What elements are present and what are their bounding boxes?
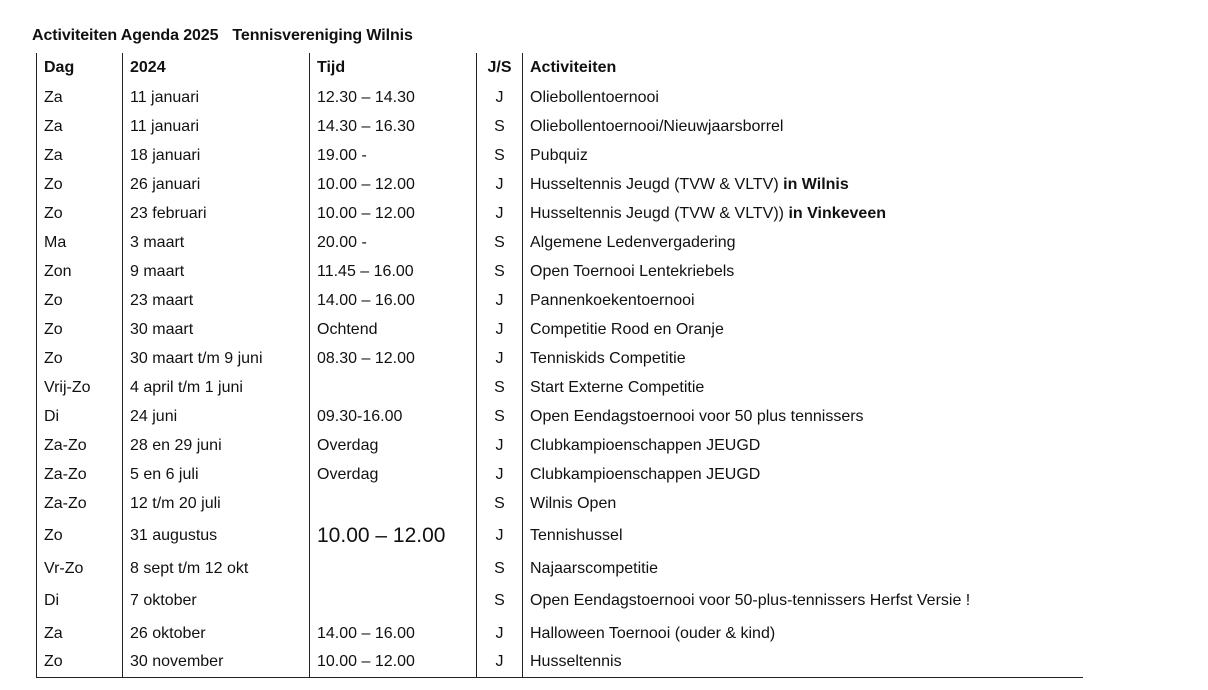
cell-js: J	[477, 344, 523, 373]
cell-js: J	[477, 619, 523, 648]
cell-tijd: 12.30 – 14.30	[310, 83, 477, 112]
activiteit-text: Husseltennis Jeugd (TVW & VLTV))	[530, 204, 789, 222]
cell-tijd: Ochtend	[310, 315, 477, 344]
cell-datum: 5 en 6 juli	[123, 460, 310, 489]
cell-tijd: 14.00 – 16.00	[310, 619, 477, 648]
cell-js: J	[477, 83, 523, 112]
cell-dag: Za-Zo	[37, 460, 123, 489]
cell-js: J	[477, 460, 523, 489]
activiteit-text: Tenniskids Competitie	[530, 349, 686, 367]
table-row	[37, 402, 1083, 431]
header-js: J/S	[477, 53, 523, 83]
cell-dag: Zo	[37, 286, 123, 315]
cell-tijd: 09.30-16.00	[310, 402, 477, 431]
cell-dag: Za-Zo	[37, 431, 123, 460]
cell-activiteit	[523, 648, 1083, 677]
cell-tijd	[310, 489, 477, 518]
table-row	[37, 141, 1083, 170]
cell-tijd: 14.00 – 16.00	[310, 286, 477, 315]
cell-activiteit	[523, 460, 1083, 489]
cell-activiteit	[523, 518, 1083, 554]
cell-dag: Za	[37, 112, 123, 141]
cell-datum: 11 januari	[123, 112, 310, 141]
cell-js: S	[477, 112, 523, 141]
header-dag: Dag	[37, 53, 123, 83]
cell-datum: 30 november	[123, 648, 310, 677]
activiteit-text: Pannenkoekentoernooi	[530, 291, 695, 309]
cell-dag: Zo	[37, 170, 123, 199]
activiteit-text: Start Externe Competitie	[530, 378, 705, 396]
cell-js: S	[477, 583, 523, 619]
cell-datum: 9 maart	[123, 257, 310, 286]
cell-tijd	[310, 554, 477, 583]
cell-activiteit	[523, 402, 1083, 431]
cell-js: J	[477, 315, 523, 344]
activiteit-text: Oliebollentoernooi/Nieuwjaarsborrel	[530, 117, 784, 135]
activiteit-location: in Wilnis	[783, 175, 849, 193]
cell-dag: Za	[37, 619, 123, 648]
cell-tijd: Overdag	[310, 460, 477, 489]
table-row	[37, 373, 1083, 402]
cell-dag: Vrij-Zo	[37, 373, 123, 402]
cell-datum: 18 januari	[123, 141, 310, 170]
cell-datum: 11 januari	[123, 83, 310, 112]
cell-datum: 30 maart	[123, 315, 310, 344]
cell-js: J	[477, 170, 523, 199]
table-row	[37, 257, 1083, 286]
cell-activiteit	[523, 315, 1083, 344]
cell-js: S	[477, 228, 523, 257]
cell-activiteit	[523, 228, 1083, 257]
cell-dag: Vr-Zo	[37, 554, 123, 583]
cell-datum: 26 januari	[123, 170, 310, 199]
cell-dag: Zo	[37, 315, 123, 344]
activiteit-text: Clubkampioenschappen JEUGD	[530, 465, 761, 483]
activiteit-text: Wilnis Open	[530, 494, 617, 512]
activiteit-text: Competitie Rood en Oranje	[530, 320, 724, 338]
cell-tijd: 10.00 – 12.00	[310, 170, 477, 199]
cell-activiteit	[523, 112, 1083, 141]
table-row	[37, 583, 1083, 619]
activiteit-text: Clubkampioenschappen JEUGD	[530, 436, 761, 454]
activiteit-text: Husseltennis Jeugd (TVW & VLTV)	[530, 175, 784, 193]
table-row	[37, 286, 1083, 315]
table-row	[37, 554, 1083, 583]
cell-datum: 4 april t/m 1 juni	[123, 373, 310, 402]
table-row	[37, 112, 1083, 141]
header-datum: 2024	[123, 53, 310, 83]
table-row	[37, 344, 1083, 373]
cell-dag: Zo	[37, 648, 123, 677]
agenda-table	[36, 53, 1083, 678]
cell-tijd	[310, 583, 477, 619]
cell-tijd: 11.45 – 16.00	[310, 257, 477, 286]
cell-dag: Zon	[37, 257, 123, 286]
activiteit-text: Tennishussel	[530, 527, 623, 544]
activiteit-text: Oliebollentoernooi	[530, 88, 659, 106]
table-row	[37, 518, 1083, 554]
cell-datum: 30 maart t/m 9 juni	[123, 344, 310, 373]
cell-datum: 28 en 29 juni	[123, 431, 310, 460]
table-row	[37, 199, 1083, 228]
cell-tijd: 08.30 – 12.00	[310, 344, 477, 373]
cell-tijd: 14.30 – 16.30	[310, 112, 477, 141]
document-title	[32, 27, 413, 45]
cell-datum: 24 juni	[123, 402, 310, 431]
cell-activiteit	[523, 199, 1083, 228]
cell-js: S	[477, 257, 523, 286]
cell-activiteit	[523, 373, 1083, 402]
cell-tijd: 10.00 – 12.00	[310, 199, 477, 228]
activiteit-text: Open Eendagstoernooi voor 50 plus tennissers	[530, 407, 864, 425]
cell-datum: 23 maart	[123, 286, 310, 315]
cell-js: J	[477, 431, 523, 460]
cell-activiteit	[523, 554, 1083, 583]
cell-js: J	[477, 518, 523, 554]
cell-js: J	[477, 199, 523, 228]
cell-dag: Za	[37, 141, 123, 170]
cell-dag: Ma	[37, 228, 123, 257]
cell-activiteit	[523, 344, 1083, 373]
table-row	[37, 460, 1083, 489]
table-header-row	[37, 53, 1083, 83]
cell-activiteit	[523, 431, 1083, 460]
cell-activiteit	[523, 83, 1083, 112]
cell-activiteit	[523, 141, 1083, 170]
cell-js: S	[477, 402, 523, 431]
cell-datum: 8 sept t/m 12 okt	[123, 554, 310, 583]
cell-dag: Za-Zo	[37, 489, 123, 518]
cell-dag: Zo	[37, 518, 123, 554]
header-tijd: Tijd	[310, 53, 477, 83]
organization-name: Tennisvereniging Wilnis	[232, 27, 413, 44]
activiteit-text: Algemene Ledenvergadering	[530, 233, 736, 251]
table-row	[37, 228, 1083, 257]
cell-datum: 31 augustus	[123, 518, 310, 554]
cell-activiteit	[523, 170, 1083, 199]
cell-activiteit	[523, 583, 1083, 619]
agenda-title: Activiteiten Agenda 2025	[32, 27, 219, 44]
header-activiteiten: Activiteiten	[523, 53, 1083, 83]
cell-activiteit	[523, 257, 1083, 286]
activiteit-text: Halloween Toernooi (ouder & kind)	[530, 624, 776, 642]
cell-activiteit	[523, 619, 1083, 648]
cell-tijd: 10.00 – 12.00	[310, 518, 477, 554]
cell-dag: Zo	[37, 199, 123, 228]
cell-tijd: 20.00 -	[310, 228, 477, 257]
cell-js: S	[477, 554, 523, 583]
cell-js: J	[477, 286, 523, 315]
cell-datum: 7 oktober	[123, 583, 310, 619]
cell-tijd: 19.00 -	[310, 141, 477, 170]
cell-datum: 3 maart	[123, 228, 310, 257]
cell-datum: 26 oktober	[123, 619, 310, 648]
table-row	[37, 489, 1083, 518]
activiteit-location: in Vinkeveen	[788, 204, 886, 222]
cell-js: S	[477, 373, 523, 402]
table-row	[37, 315, 1083, 344]
cell-tijd: Overdag	[310, 431, 477, 460]
table-row	[37, 170, 1083, 199]
activiteit-text: Open Toernooi Lentekriebels	[530, 262, 735, 280]
activiteit-text: Open Eendagstoernooi voor 50-plus-tennissers Herfst Versie !	[530, 592, 971, 609]
cell-js: J	[477, 648, 523, 677]
cell-datum: 23 februari	[123, 199, 310, 228]
cell-datum: 12 t/m 20 juli	[123, 489, 310, 518]
table-row	[37, 431, 1083, 460]
cell-js: S	[477, 141, 523, 170]
cell-js: S	[477, 489, 523, 518]
cell-tijd	[310, 373, 477, 402]
cell-activiteit	[523, 286, 1083, 315]
cell-dag: Di	[37, 402, 123, 431]
cell-dag: Zo	[37, 344, 123, 373]
cell-dag: Za	[37, 83, 123, 112]
cell-dag: Di	[37, 583, 123, 619]
table-row	[37, 619, 1083, 648]
activiteit-text: Husseltennis	[530, 653, 622, 671]
cell-activiteit	[523, 489, 1083, 518]
cell-tijd: 10.00 – 12.00	[310, 648, 477, 677]
activiteit-text: Najaarscompetitie	[530, 559, 659, 577]
table-row	[37, 648, 1083, 677]
table-row	[37, 83, 1083, 112]
activiteit-text: Pubquiz	[530, 146, 588, 164]
